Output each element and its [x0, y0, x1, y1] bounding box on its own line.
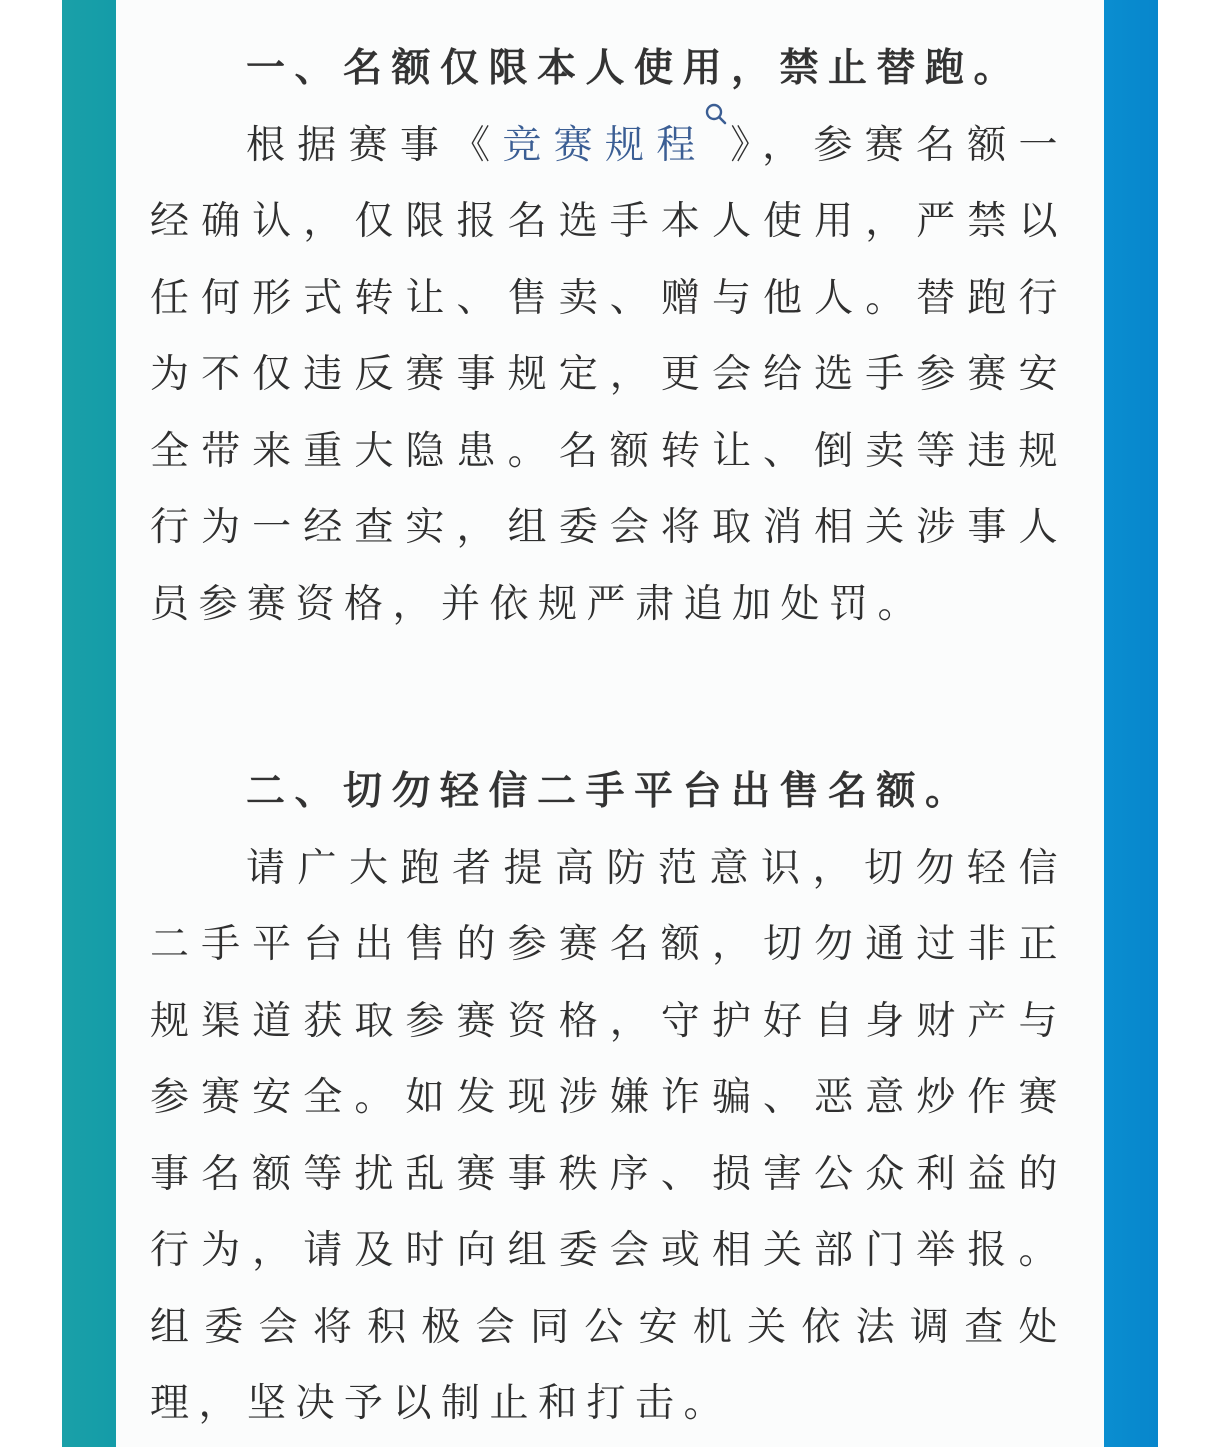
section-spacer: [150, 643, 1067, 754]
competition-rules-link[interactable]: [502, 123, 727, 168]
section1-body-after: 》，参赛名额一经确认，仅限报名选手本人使用，严禁以任何形式转让、售卖、赠与他人。替跑行为不仅违反赛事规定，更会给选手参赛安全带来重大隐患。名额转让、倒卖等违规行为一经查实，组委会将取消相关涉事人员参赛资格，并依规严肃追加处罚。: [150, 122, 1067, 627]
right-decorative-stripe: [1104, 0, 1158, 1447]
section2-heading: 二、切勿轻信二手平台出售名额。: [246, 769, 974, 814]
search-icon[interactable]: [704, 108, 728, 136]
section2-paragraph: 请广大跑者提高防范意识，切勿轻信二手平台出售的参赛名额，切勿通过非正规渠道获取参赛资格，守护好自身财产与参赛安全。如发现涉嫌诈骗、恶意炒作赛事名额等扰乱赛事秩序、损害公众利益的行为，请及时向组委会或相关部门举报。组委会将积极会同公安机关依法调查处理，坚决予以制止和打击。: [150, 845, 1067, 1426]
left-decorative-stripe: [62, 0, 116, 1447]
section1-paragraph: [150, 108, 1067, 644]
section1-heading: 一、名额仅限本人使用，禁止替跑。: [246, 46, 1023, 91]
article-content: [150, 31, 1067, 1443]
competition-rules-link-label: 竞赛规程: [502, 122, 708, 168]
section1-body-before: 根据赛事《: [246, 122, 503, 168]
